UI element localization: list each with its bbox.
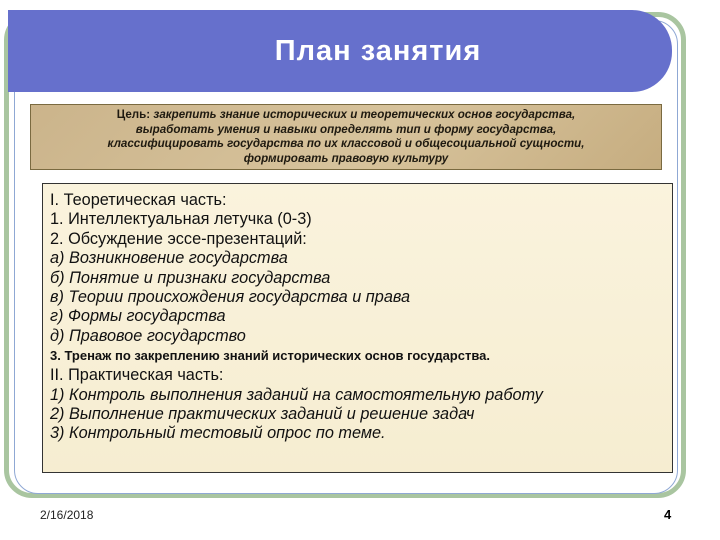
- goal-line: выработать умения и навыки определять тип и форму государства,: [135, 122, 557, 136]
- plan-subitem: б) Понятие и признаки государства: [50, 268, 331, 287]
- plan-item: 3. Тренаж по закреплению знаний исторических основ государства.: [50, 348, 490, 364]
- goal-line: классифицировать государства по их классовой и общесоциальной сущности,: [107, 137, 585, 150]
- plan-subitem: 3) Контрольный тестовый опрос по теме.: [50, 424, 386, 443]
- goal-text: закрепить знание исторических и теоретических основ государства,: [153, 108, 576, 121]
- plan-subitem: г) Формы государства: [50, 307, 226, 326]
- plan-subitem: д) Правовое государство: [50, 326, 246, 345]
- plan-content-box: [42, 183, 673, 473]
- slide-title: План занятия: [274, 34, 482, 67]
- goal-line: [39, 108, 653, 123]
- slide-date: 2/16/2018: [40, 508, 94, 522]
- goal-label: Цель:: [116, 108, 151, 121]
- plan-section-heading: II. Практическая часть:: [50, 366, 224, 385]
- plan-item: 2. Обсуждение эссе-презентаций:: [50, 229, 307, 248]
- plan-subitem: а) Возникновение государства: [50, 249, 288, 268]
- plan-section-heading: I. Теоретическая часть:: [50, 191, 227, 209]
- plan-subitem: 1) Контроль выполнения заданий на самостоятельную работу: [50, 385, 543, 404]
- plan-item: 1. Интеллектуальная летучка (0-3): [50, 210, 312, 229]
- title-bar: [8, 10, 672, 92]
- plan-subitem: 2) Выполнение практических заданий и решение задач: [50, 405, 475, 424]
- goal-box: [30, 104, 662, 170]
- page-number: 4: [664, 507, 672, 522]
- goal-line: формировать правовую культуру: [243, 151, 449, 165]
- plan-subitem: в) Теории происхождения государства и права: [50, 288, 411, 307]
